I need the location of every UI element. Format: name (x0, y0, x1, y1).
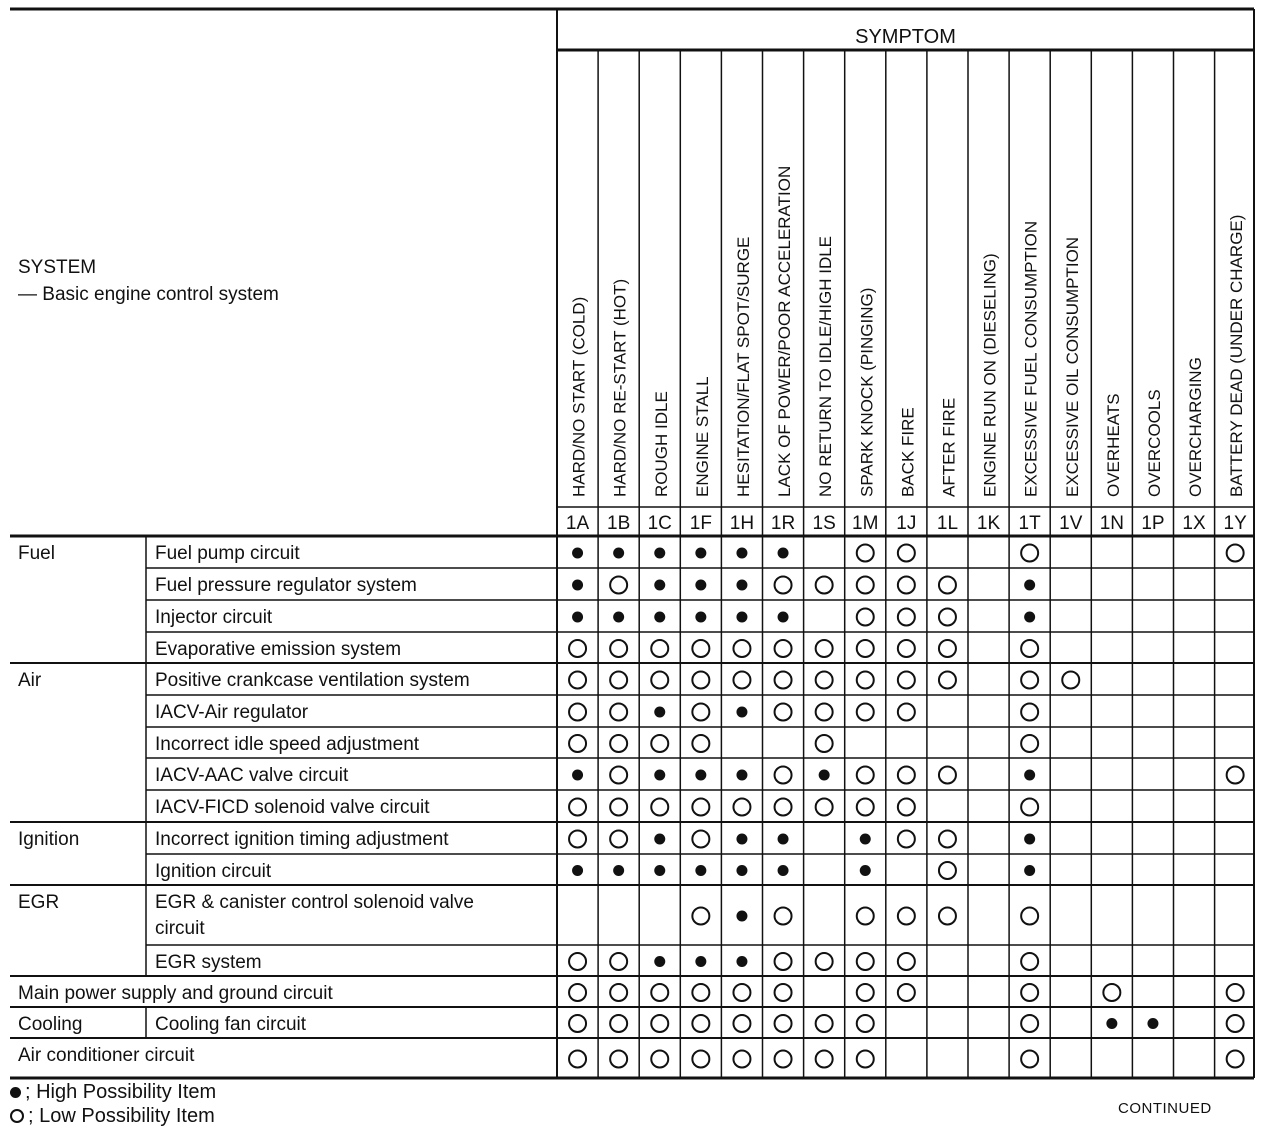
high-possibility-mark (572, 770, 583, 781)
low-possibility-mark (898, 984, 915, 1001)
high-possibility-mark (736, 956, 747, 967)
open-circle-icon (10, 1109, 24, 1123)
high-possibility-mark (695, 865, 706, 876)
symptom-code: 1S (812, 513, 836, 534)
high-possibility-mark (736, 865, 747, 876)
low-possibility-mark (816, 577, 833, 594)
symptom-column-label: HARD/NO RE-START (HOT) (610, 278, 630, 497)
low-possibility-mark (692, 984, 709, 1001)
low-possibility-mark (651, 799, 668, 816)
low-possibility-mark (775, 767, 792, 784)
symptom-column-label: EXCESSIVE OIL CONSUMPTION (1062, 236, 1082, 497)
low-possibility-mark (939, 862, 956, 879)
low-possibility-mark (1021, 704, 1038, 721)
system-row-label: Air conditioner circuit (18, 1045, 195, 1066)
high-possibility-mark (860, 865, 871, 876)
low-possibility-mark (898, 545, 915, 562)
low-possibility-mark (1021, 735, 1038, 752)
low-possibility-mark (816, 799, 833, 816)
low-possibility-mark (610, 767, 627, 784)
low-possibility-mark (898, 577, 915, 594)
low-possibility-mark (1103, 984, 1120, 1001)
low-possibility-mark (816, 1051, 833, 1068)
symptom-code: 1K (976, 513, 1001, 534)
low-possibility-mark (857, 953, 874, 970)
low-possibility-mark (1021, 1051, 1038, 1068)
low-possibility-mark (733, 1051, 750, 1068)
low-possibility-mark (898, 672, 915, 689)
low-possibility-mark (569, 1051, 586, 1068)
low-possibility-mark (857, 704, 874, 721)
symptom-column-label: BACK FIRE (898, 407, 918, 497)
low-possibility-mark (775, 672, 792, 689)
low-possibility-mark (1021, 640, 1038, 657)
high-possibility-mark (654, 707, 665, 718)
high-possibility-mark (695, 770, 706, 781)
legend-low (10, 1104, 216, 1128)
low-possibility-mark (857, 609, 874, 626)
symptom-code: 1J (896, 513, 917, 534)
high-possibility-mark (736, 548, 747, 559)
low-possibility-mark (610, 831, 627, 848)
symptom-column-label: NO RETURN TO IDLE/HIGH IDLE (816, 235, 836, 497)
high-possibility-mark (695, 612, 706, 623)
low-possibility-mark (569, 640, 586, 657)
symptom-code: 1A (565, 513, 590, 534)
low-possibility-mark (939, 672, 956, 689)
low-possibility-mark (857, 545, 874, 562)
low-possibility-mark (569, 953, 586, 970)
symptom-code: 1V (1059, 513, 1083, 534)
high-possibility-mark (695, 548, 706, 559)
low-possibility-mark (692, 908, 709, 925)
item-label: EGR system (155, 952, 262, 973)
low-possibility-mark (939, 577, 956, 594)
low-possibility-mark (569, 984, 586, 1001)
low-possibility-mark (939, 831, 956, 848)
high-possibility-mark (572, 865, 583, 876)
low-possibility-mark (1227, 1051, 1244, 1068)
item-label: Evaporative emission system (155, 639, 402, 660)
high-possibility-mark (736, 834, 747, 845)
low-possibility-mark (1021, 953, 1038, 970)
low-possibility-mark (733, 799, 750, 816)
high-possibility-mark (654, 834, 665, 845)
symptom-code: 1L (936, 513, 959, 534)
high-possibility-mark (778, 612, 789, 623)
symptom-column-label: OVERHEATS (1103, 393, 1123, 497)
high-possibility-mark (819, 770, 830, 781)
symptom-title: SYMPTOM (855, 26, 956, 48)
symptom-column-label: ENGINE RUN ON (DIESELING) (980, 253, 1000, 497)
low-possibility-mark (857, 577, 874, 594)
low-possibility-mark (610, 704, 627, 721)
high-possibility-mark (1106, 1018, 1117, 1029)
low-possibility-mark (692, 799, 709, 816)
item-label: Fuel pressure regulator system (155, 575, 417, 596)
symptom-column-label: BATTERY DEAD (UNDER CHARGE) (1227, 214, 1247, 497)
high-possibility-mark (736, 612, 747, 623)
low-possibility-mark (939, 767, 956, 784)
high-possibility-mark (654, 770, 665, 781)
filled-circle-icon (10, 1087, 21, 1098)
low-possibility-mark (651, 1015, 668, 1032)
low-possibility-mark (651, 640, 668, 657)
low-possibility-mark (610, 577, 627, 594)
symptom-column-label: LACK OF POWER/POOR ACCELERATION (775, 165, 795, 497)
low-possibility-mark (692, 1051, 709, 1068)
low-possibility-mark (898, 953, 915, 970)
high-possibility-mark (654, 580, 665, 591)
item-label: Injector circuit (155, 607, 273, 628)
high-possibility-mark (778, 548, 789, 559)
symptom-code: 1H (729, 513, 755, 534)
high-possibility-mark (860, 834, 871, 845)
low-possibility-mark (1227, 767, 1244, 784)
low-possibility-mark (1227, 1015, 1244, 1032)
low-possibility-mark (692, 1015, 709, 1032)
low-possibility-mark (1021, 545, 1038, 562)
symptom-code: 1Y (1223, 513, 1247, 534)
high-possibility-mark (1024, 580, 1035, 591)
low-possibility-mark (610, 735, 627, 752)
low-possibility-mark (651, 984, 668, 1001)
low-possibility-mark (733, 1015, 750, 1032)
item-label: Fuel pump circuit (155, 543, 300, 564)
high-possibility-mark (572, 548, 583, 559)
low-possibility-mark (610, 1015, 627, 1032)
low-possibility-mark (733, 984, 750, 1001)
low-possibility-mark (733, 640, 750, 657)
symptom-code: 1F (689, 513, 712, 534)
low-possibility-mark (692, 831, 709, 848)
low-possibility-mark (816, 1015, 833, 1032)
symptom-column-label: AFTER FIRE (939, 397, 959, 497)
low-possibility-mark (651, 735, 668, 752)
legend-low-label: ; Low Possibility Item (28, 1105, 215, 1127)
low-possibility-mark (775, 640, 792, 657)
item-label: Positive crankcase ventilation system (155, 670, 470, 691)
low-possibility-mark (939, 908, 956, 925)
high-possibility-mark (736, 911, 747, 922)
group-label: Cooling (18, 1014, 83, 1035)
low-possibility-mark (898, 799, 915, 816)
low-possibility-mark (733, 672, 750, 689)
high-possibility-mark (613, 548, 624, 559)
legend-high-label: ; High Possibility Item (25, 1081, 217, 1103)
high-possibility-mark (695, 580, 706, 591)
high-possibility-mark (654, 548, 665, 559)
symptom-code: 1T (1018, 513, 1041, 534)
low-possibility-mark (610, 672, 627, 689)
low-possibility-mark (569, 1015, 586, 1032)
high-possibility-mark (736, 580, 747, 591)
item-label: Incorrect ignition timing adjustment (155, 829, 449, 850)
group-label: Ignition (18, 829, 80, 850)
high-possibility-mark (654, 956, 665, 967)
low-possibility-mark (1227, 545, 1244, 562)
high-possibility-mark (736, 707, 747, 718)
high-possibility-mark (1147, 1018, 1158, 1029)
low-possibility-mark (816, 953, 833, 970)
symptom-column-label: EXCESSIVE FUEL CONSUMPTION (1021, 220, 1041, 497)
item-label: EGR & canister control solenoid valve (155, 892, 474, 913)
low-possibility-mark (775, 799, 792, 816)
low-possibility-mark (898, 767, 915, 784)
continued-note: CONTINUED (1118, 1100, 1212, 1117)
symptom-code: 1P (1141, 513, 1165, 534)
low-possibility-mark (816, 735, 833, 752)
low-possibility-mark (857, 672, 874, 689)
low-possibility-mark (1021, 799, 1038, 816)
high-possibility-mark (1024, 865, 1035, 876)
high-possibility-mark (613, 865, 624, 876)
low-possibility-mark (775, 704, 792, 721)
system-row-label: Main power supply and ground circuit (18, 983, 333, 1004)
symptom-column-label: OVERCOOLS (1144, 389, 1164, 497)
symptom-column-label: OVERCHARGING (1186, 357, 1206, 497)
low-possibility-mark (898, 609, 915, 626)
item-label: IACV-Air regulator (155, 702, 309, 723)
low-possibility-mark (651, 1051, 668, 1068)
low-possibility-mark (816, 640, 833, 657)
item-label: Incorrect idle speed adjustment (155, 734, 420, 755)
low-possibility-mark (939, 609, 956, 626)
low-possibility-mark (775, 984, 792, 1001)
low-possibility-mark (1021, 984, 1038, 1001)
symptom-column-label: ENGINE STALL (692, 376, 712, 497)
symptom-column-label: ROUGH IDLE (651, 391, 671, 497)
low-possibility-mark (898, 640, 915, 657)
group-label: Air (18, 670, 42, 691)
symptom-code: 1R (770, 513, 796, 534)
low-possibility-mark (610, 799, 627, 816)
high-possibility-mark (736, 770, 747, 781)
legend (10, 1080, 216, 1128)
symptom-code: 1M (852, 513, 879, 534)
high-possibility-mark (1024, 770, 1035, 781)
low-possibility-mark (1021, 1015, 1038, 1032)
symptom-code: 1X (1182, 513, 1206, 534)
symptom-code: 1N (1099, 513, 1124, 534)
low-possibility-mark (857, 640, 874, 657)
high-possibility-mark (1024, 834, 1035, 845)
high-possibility-mark (778, 865, 789, 876)
low-possibility-mark (898, 908, 915, 925)
symptom-code: 1B (607, 513, 631, 534)
group-label: EGR (18, 892, 60, 913)
low-possibility-mark (898, 831, 915, 848)
low-possibility-mark (857, 767, 874, 784)
symptom-column-label: HESITATION/FLAT SPOT/SURGE (733, 236, 753, 497)
low-possibility-mark (692, 640, 709, 657)
low-possibility-mark (610, 1051, 627, 1068)
item-label: IACV-AAC valve circuit (155, 765, 349, 786)
low-possibility-mark (898, 704, 915, 721)
item-label: Ignition circuit (155, 861, 272, 882)
legend-high (10, 1080, 216, 1104)
low-possibility-mark (569, 831, 586, 848)
high-possibility-mark (654, 612, 665, 623)
item-label: Cooling fan circuit (155, 1014, 307, 1035)
low-possibility-mark (610, 953, 627, 970)
high-possibility-mark (1024, 612, 1035, 623)
group-label: Fuel (18, 543, 55, 564)
high-possibility-mark (695, 956, 706, 967)
low-possibility-mark (651, 672, 668, 689)
symptom-code: 1C (647, 513, 672, 534)
low-possibility-mark (775, 908, 792, 925)
low-possibility-mark (816, 704, 833, 721)
low-possibility-mark (775, 953, 792, 970)
high-possibility-mark (613, 612, 624, 623)
low-possibility-mark (692, 735, 709, 752)
high-possibility-mark (572, 580, 583, 591)
symptom-column-label: HARD/NO START (COLD) (569, 296, 589, 497)
system-subtitle: — Basic engine control system (18, 284, 279, 305)
low-possibility-mark (610, 640, 627, 657)
high-possibility-mark (654, 865, 665, 876)
low-possibility-mark (775, 1015, 792, 1032)
low-possibility-mark (857, 908, 874, 925)
high-possibility-mark (778, 834, 789, 845)
low-possibility-mark (775, 577, 792, 594)
system-title: SYSTEM (18, 257, 97, 278)
low-possibility-mark (1021, 908, 1038, 925)
low-possibility-mark (569, 672, 586, 689)
low-possibility-mark (1227, 984, 1244, 1001)
low-possibility-mark (692, 672, 709, 689)
item-label-continued: circuit (155, 918, 205, 939)
high-possibility-mark (572, 612, 583, 623)
low-possibility-mark (692, 704, 709, 721)
low-possibility-mark (939, 640, 956, 657)
low-possibility-mark (857, 984, 874, 1001)
item-label: IACV-FICD solenoid valve circuit (155, 797, 430, 818)
low-possibility-mark (1021, 672, 1038, 689)
low-possibility-mark (610, 984, 627, 1001)
low-possibility-mark (857, 1015, 874, 1032)
low-possibility-mark (569, 799, 586, 816)
low-possibility-mark (857, 799, 874, 816)
low-possibility-mark (569, 735, 586, 752)
low-possibility-mark (816, 672, 833, 689)
low-possibility-mark (775, 1051, 792, 1068)
symptom-column-label: SPARK KNOCK (PINGING) (857, 287, 877, 497)
low-possibility-mark (1062, 672, 1079, 689)
low-possibility-mark (857, 1051, 874, 1068)
low-possibility-mark (569, 704, 586, 721)
